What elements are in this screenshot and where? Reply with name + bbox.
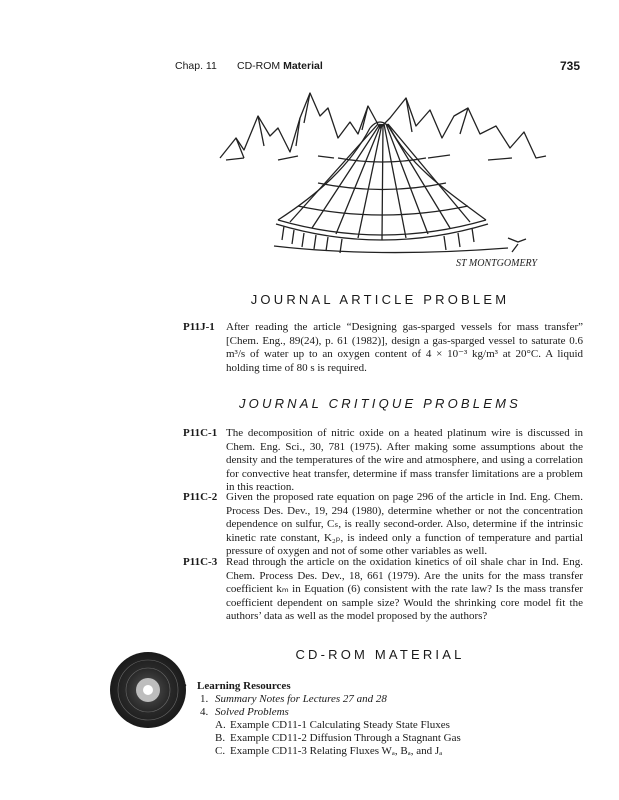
section-label: CD-ROM Material (237, 60, 323, 72)
example-cd11-1: Example CD11-1 Calculating Steady State Fluxes (230, 719, 450, 731)
problem-p11c-1 (183, 427, 583, 495)
problem-label: P11J-1 (183, 321, 215, 333)
example-cd11-2: Example CD11-2 Diffusion Through a Stagnant Gas (230, 732, 461, 744)
mountain-tent-illustration (218, 88, 548, 273)
problem-label: P11C-1 (183, 427, 218, 439)
example-cd11-3: Example CD11-3 Relating Fluxes Wₐ, Bₐ, and Jₐ (230, 745, 443, 757)
example-letter: A. (215, 719, 226, 731)
journal-critique-heading: JOURNAL CRITIQUE PROBLEMS (238, 396, 522, 411)
example-letter: C. (215, 745, 226, 757)
problem-text: Given the proposed rate equation on page 296 of the article in Ind. Eng. Chem. Process Des. Dev., 19, 294 (1980), determine whether or not the concentration dependence on sulfur, Cₛ, is really second-order. Also, determine if the intrinsic kinetic rate constant, K₂ₚ, is indeed only a function of temperature and partial pressure of oxygen and not of some other variables as well. (226, 491, 583, 557)
problem-p11c-3 (183, 556, 583, 624)
problem-label: P11C-2 (183, 491, 218, 503)
problem-text: After reading the article “Designing gas-sparged vessels for mass transfer” [Chem. Eng., 89(24), p. 61 (1982)], design a gas-sparged vessel to saturate 0.6 m³/s of water up to an oxygen content of 4 × 10⁻³ kg/m³ at 20°C. A liquid holding time of 80 s is required. (226, 321, 583, 374)
bullet: • (183, 680, 187, 692)
learning-resources-title: Learning Resources (197, 680, 291, 692)
problem-text: The decomposition of nitric oxide on a heated platinum wire is discussed in Chem. Eng. Sci., 30, 781 (1975). After making some assumptions about the density and the temperatures of the wire and atmosphere, and using a correlation for convective heat transfer, determine if mass transfer limitations are a problem in this reaction. (226, 427, 583, 493)
resource-item-number: 4. (200, 706, 209, 718)
problem-p11j-1 (183, 321, 583, 375)
example-letter: B. (215, 732, 226, 744)
page-number: 735 (559, 59, 580, 73)
journal-article-heading: JOURNAL ARTICLE PROBLEM (250, 292, 510, 307)
resource-item-solved-problems: Solved Problems (215, 706, 289, 718)
chapter-label: Chap. 11 (175, 60, 217, 72)
cdrom-material-heading: CD-ROM MATERIAL (295, 647, 465, 662)
cd-disc-icon (108, 650, 188, 730)
resource-item-summary-notes: Summary Notes for Lectures 27 and 28 (215, 693, 387, 705)
resource-item-number: 1. (200, 693, 209, 705)
running-header (175, 60, 585, 76)
illustrator-signature: ST MONTGOMERY (456, 258, 538, 269)
problem-text: Read through the article on the oxidation kinetics of oil shale char in Ind. Eng. Chem. Process Des. Dev., 18, 661 (1979). Are the units for the mass transfer coefficient kₘ in Equation (6) consistent with the rate law? Is the mass transfer coefficient dependent on sample size? Would the shrinking core model fit the authors’ data as well as the model proposed by the authors? (226, 556, 583, 622)
problem-label: P11C-3 (183, 556, 218, 568)
problem-p11c-2 (183, 491, 583, 559)
